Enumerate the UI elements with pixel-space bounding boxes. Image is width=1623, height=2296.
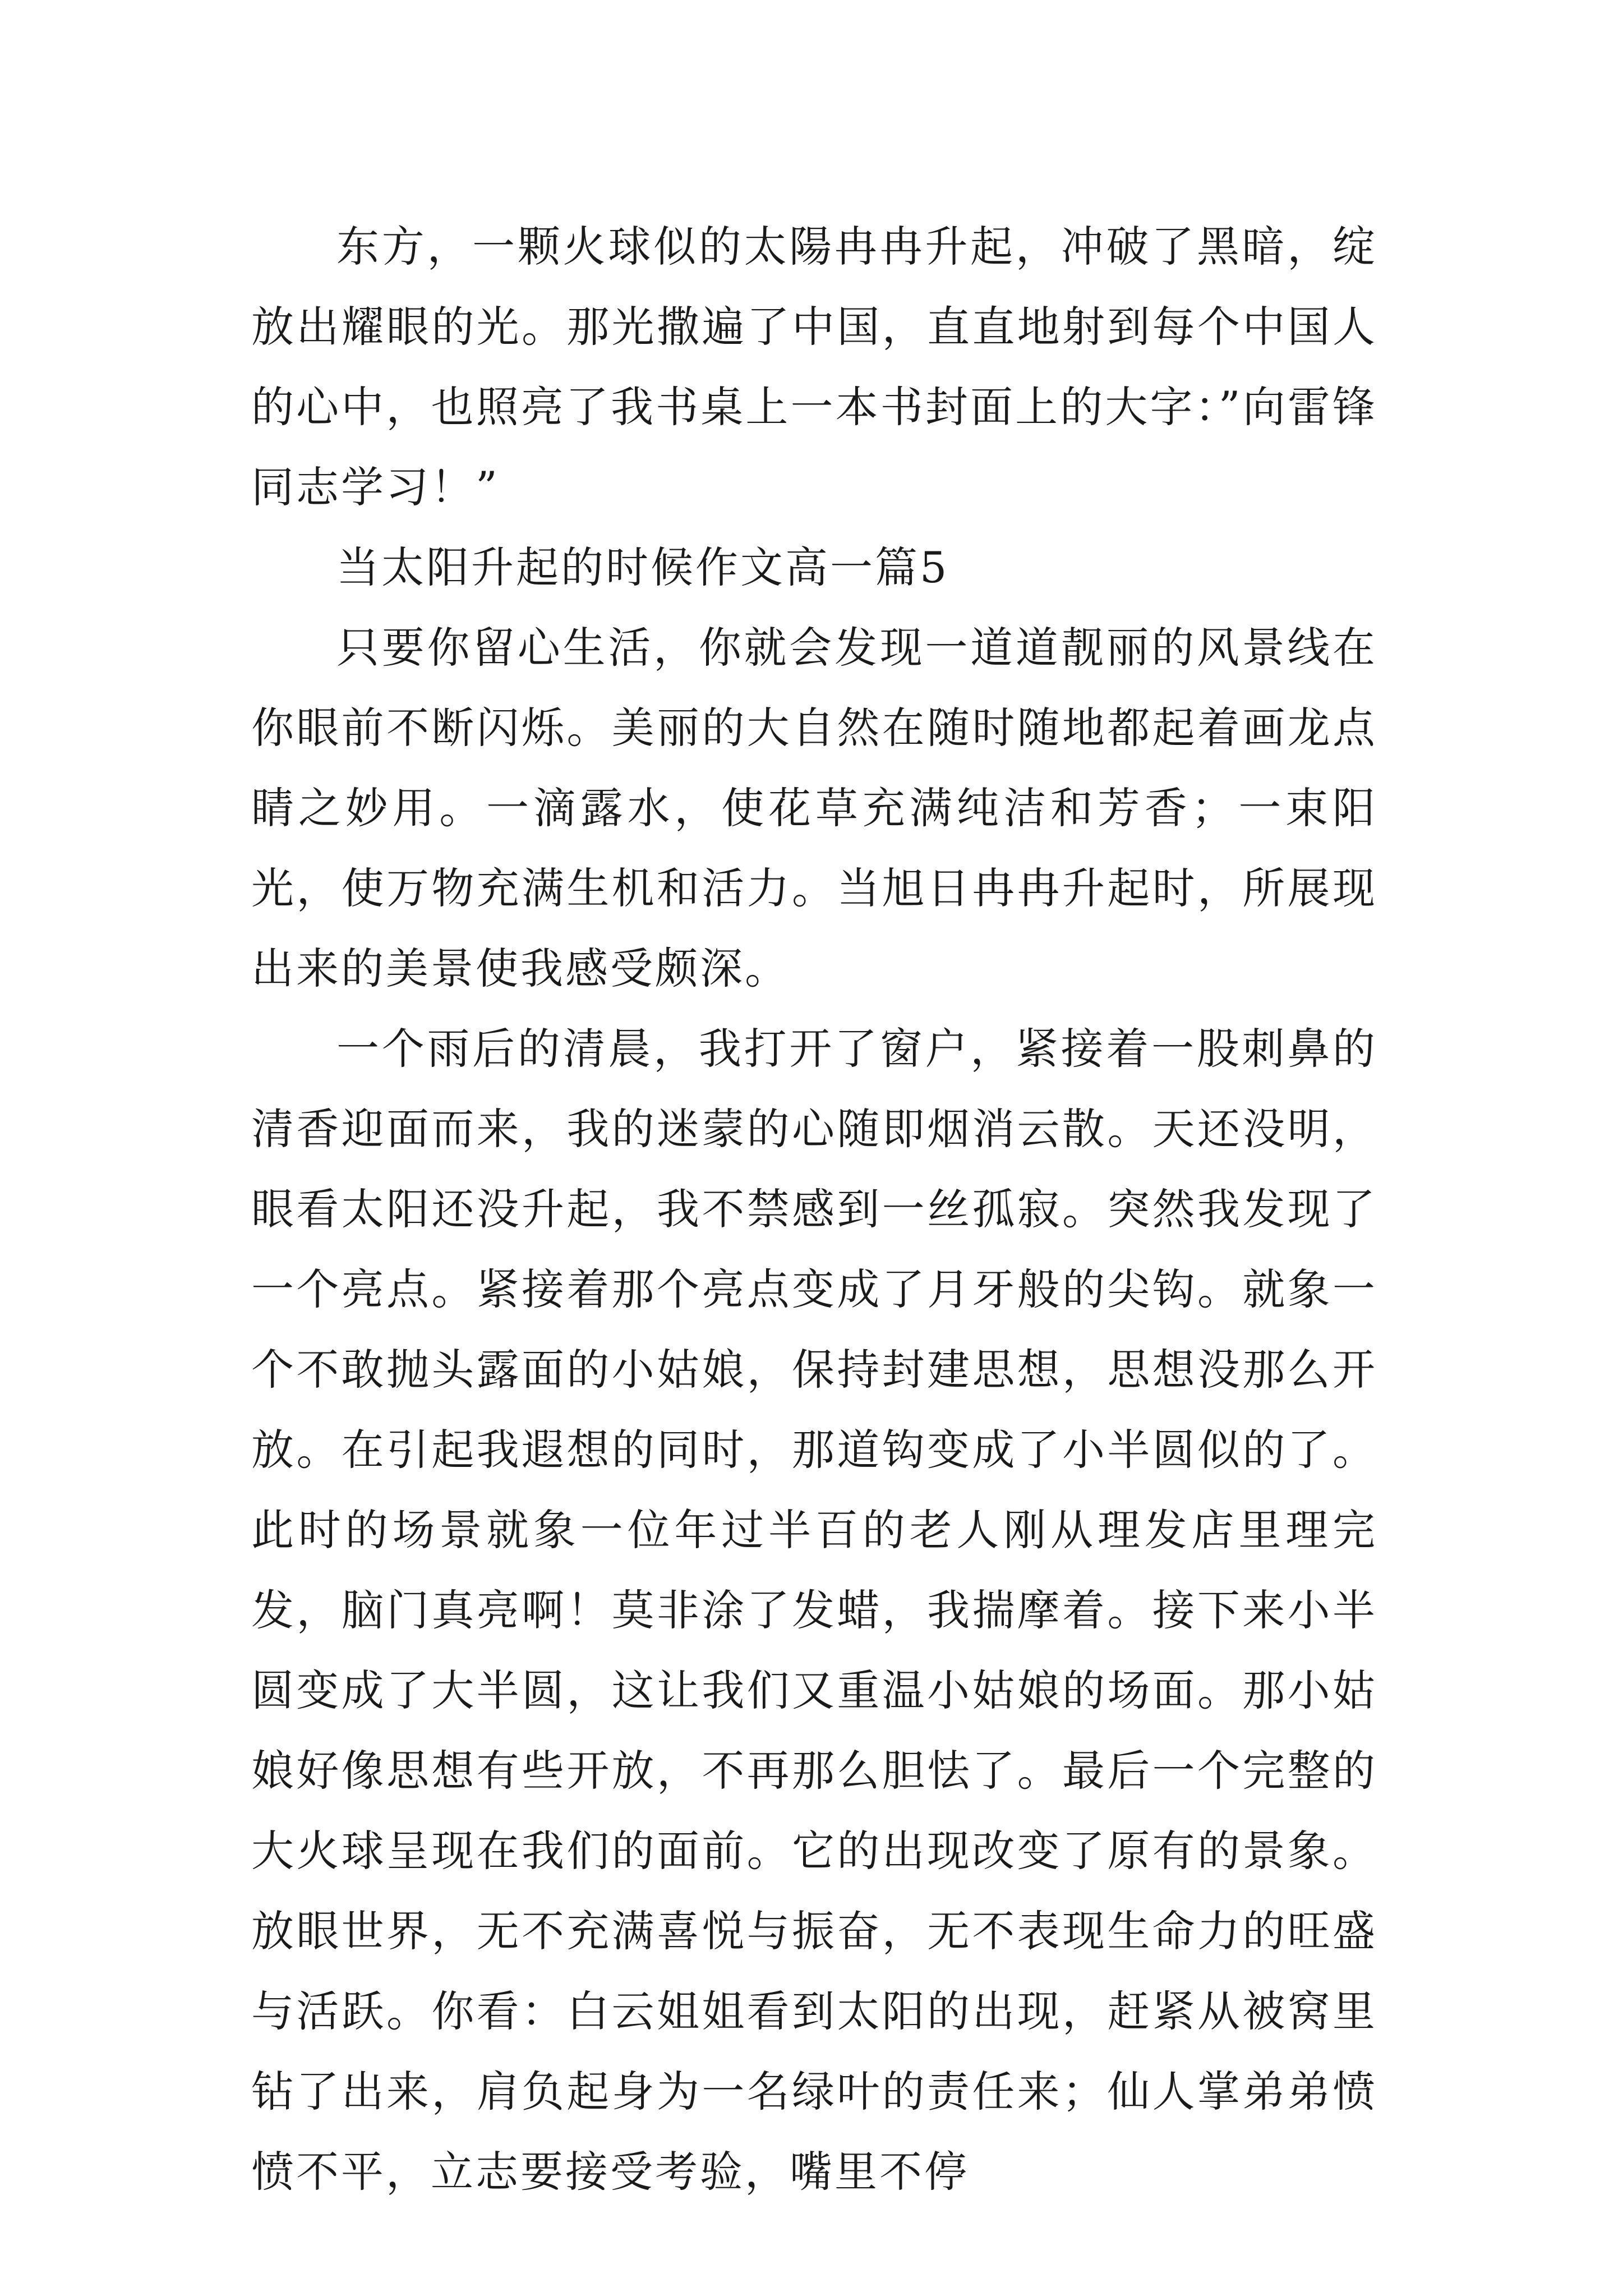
paragraph-sunrise-intro: 东方，一颗火球似的太陽冉冉升起，冲破了黑暗，绽放出耀眼的光。那光撒遍了中国，直直地射到每个中国人的心中，也照亮了我书桌上一本书封面上的大字：”向雷锋同志学习！” xyxy=(251,222,1377,512)
document-body xyxy=(251,206,1377,2212)
paragraph-scenery: 只要你留心生活，你就会发现一道道靓丽的风景线在你眼前不断闪烁。美丽的大自然在随时随地都起着画龙点睛之妙用。一滴露水，使花草充满纯洁和芳香；一束阳光，使万物充满生机和活力。当旭日冉冉升起时，所展现出来的美景使我感受颇深。 xyxy=(251,623,1377,993)
essay-heading: 当太阳升起的时候作文高一篇5 xyxy=(336,542,949,592)
paragraph-morning: 一个雨后的清晨，我打开了窗户，紧接着一股刺鼻的清香迎面而来，我的迷蒙的心随即烟消云散。天还没明，眼看太阳还没升起，我不禁感到一丝孤寂。突然我发现了一个亮点。紧接着那个亮点变成了月牙般的尖钩。就象一个不敢抛头露面的小姑娘，保持封建思想，思想没那么开放。在引起我遐想的同时，那道钩变成了小半圆似的了。此时的场景就象一位年过半百的老人刚从理发店里理完发，脑门真亮啊！莫非涂了发蜡，我揣摩着。接下来小半圆变成了大半圆，这让我们又重温小姑娘的场面。那小姑娘好像思想有些开放，不再那么胆怯了。最后一个完整的大火球呈现在我们的面前。它的出现改变了原有的景象。放眼世界，无不充满喜悦与振奋，无不表现生命力的旺盛与活跃。你看：白云姐姐看到太阳的出现，赶紧从被窝里钻了出来，肩负起身为一名绿叶的责任来；仙人掌弟弟愤愤不平，立志要接受考验，嘴里不停 xyxy=(251,1024,1377,2197)
